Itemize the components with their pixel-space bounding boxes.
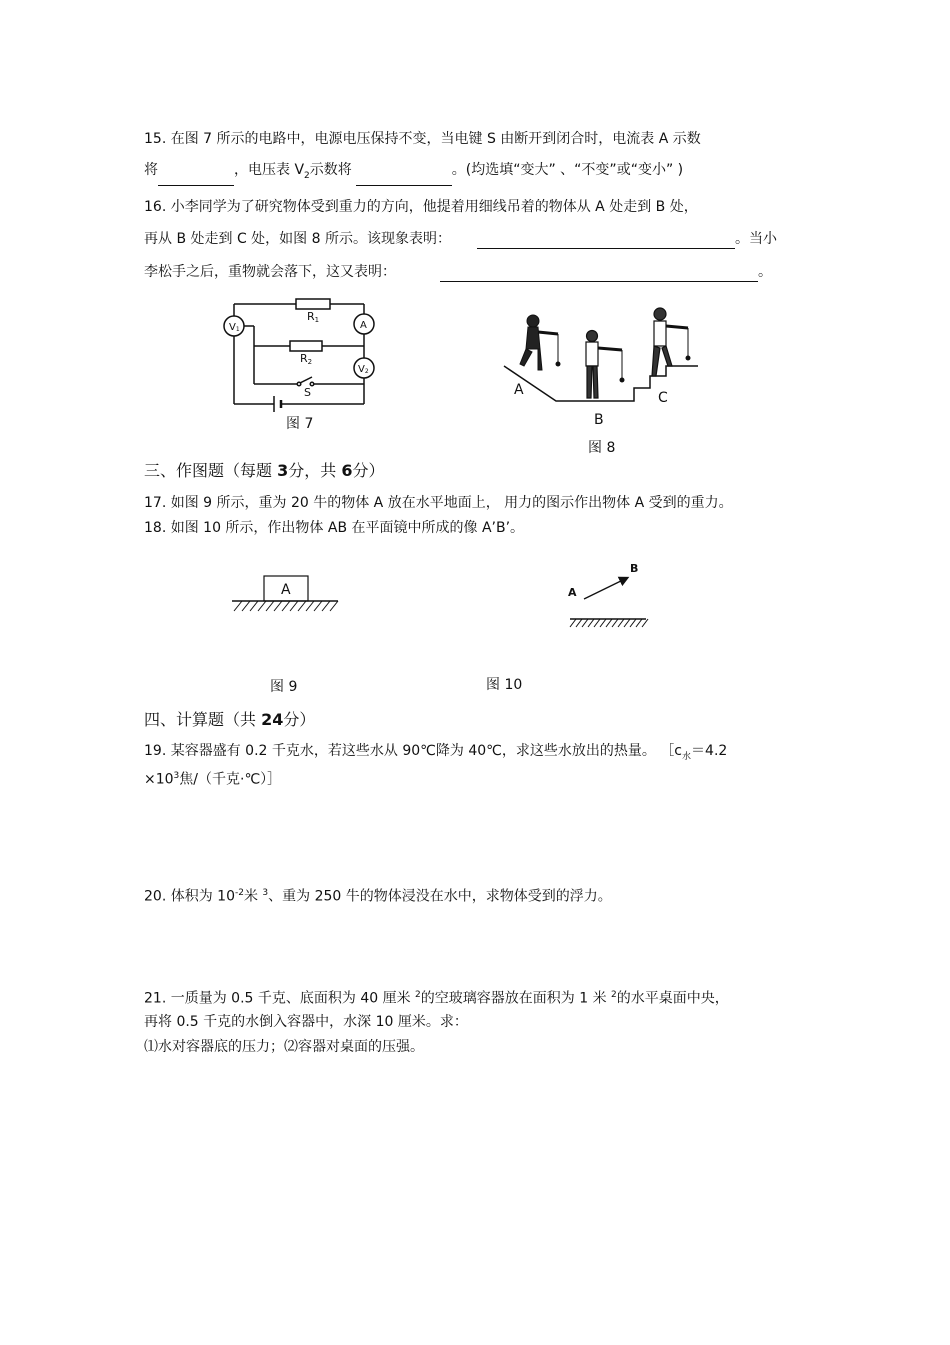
- fig10-caption: 图 10: [486, 677, 523, 693]
- fig7-v1-label: V1: [229, 322, 240, 333]
- q21-line2: 再将 0.5 千克的水倒入容器中，水深 10 厘米。求：: [144, 1014, 468, 1030]
- q21-line1: 21. 一质量为 0.5 千克、底面积为 40 厘米 $^2$的空玻璃容器放在面积为 1 米 $^2$的水平桌面中央，: [144, 990, 729, 1007]
- q19-line1: 19. 某容器盛有 0.2 千克水，若这些水从 90℃降为 40℃，求这些水放出的热量。 $[c_水=4.2$: [144, 743, 728, 762]
- q19-line2: $\times 10^3$焦/（千克·℃）］: [144, 771, 282, 788]
- q16-answer-blank-2[interactable]: [440, 265, 758, 282]
- q15-answer-blank-2[interactable]: [356, 169, 452, 186]
- fig7-battery: [274, 396, 281, 412]
- fig7-caption: 图 7: [286, 416, 314, 432]
- fig9-caption: 图 9: [270, 679, 298, 695]
- fig7-switch: [297, 377, 314, 386]
- fig8-person-a: [520, 315, 558, 370]
- section4-heading: 四、计算题（共 24分）: [144, 710, 316, 729]
- q15-text-d: 。(均选填“变大” 、“不变”或“变小” ): [451, 162, 684, 178]
- fig7-ammeter-label: A: [360, 320, 367, 331]
- q15-line1: 15. 在图 7 所示的电路中，电源电压保持不变，当电键 S 由断开到闭合时，电流表 A 示数: [144, 131, 701, 147]
- fig8-illustration: [502, 304, 702, 428]
- fig8-point-b: B: [594, 412, 604, 428]
- q21-line3: ⑴水对容器底的压力；⑵容器对桌面的压强。: [144, 1039, 424, 1055]
- q16-text-c: 李松手之后，重物就会落下，这又表明：: [144, 264, 396, 280]
- fig9-ground-hatching: [234, 601, 338, 611]
- fig8-person-b: [586, 331, 622, 399]
- q16-answer-blank-1[interactable]: [477, 232, 735, 249]
- q16-text-a: 再从 B 处走到 C 处，如图 8 所示。该现象表明：: [144, 231, 451, 247]
- fig9-diagram: [230, 574, 340, 614]
- fig8-caption: 图 8: [588, 440, 616, 456]
- q16-text-b: 。当小: [735, 231, 777, 247]
- q17-text: 17. 如图 9 所示，重为 20 牛的物体 A 放在水平地面上， 用力的图示作出物体 A 受到的重力。: [144, 495, 733, 511]
- q15-line2: 将 ，电压表 $V_2$示数将 。(均选填“变大” 、“不变”或“变小” ): [144, 160, 683, 186]
- q18-text: 18. 如图 10 所示，作出物体 AB 在平面镜中所成的像 A’B’。: [144, 520, 525, 536]
- q16-line2: [144, 229, 777, 249]
- fig8-ground-line: [504, 366, 698, 401]
- fig8-point-a: A: [514, 382, 524, 398]
- q20-text: 20. 体积为 $10^{-2}$米 $^3$、重为 250 牛的物体浸没在水中，求物体受到的浮力。: [144, 888, 612, 905]
- q15-answer-blank-1[interactable]: [158, 169, 234, 186]
- q16-line1: 16. 小李同学为了研究物体受到重力的方向，他提着用细线吊着的物体从 A 处走到 B 处，: [144, 199, 698, 215]
- q15-text-b: ，电压表 V: [234, 162, 305, 178]
- fig7-resistor-r2: [290, 341, 322, 351]
- fig10-mirror-hatching: [570, 619, 648, 627]
- q16-text-d: 。: [758, 264, 772, 280]
- fig7-r1-label: R1: [307, 310, 320, 324]
- fig10-diagram: [564, 558, 654, 630]
- fig7-r2-label: R2: [300, 352, 313, 366]
- q15-text-a: 将: [144, 162, 158, 178]
- fig10-object-ab: [584, 578, 627, 599]
- q16-line3: [144, 262, 772, 282]
- fig10-point-b: B: [630, 562, 639, 575]
- fig7-v2-label: V2: [358, 364, 369, 375]
- fig7-circuit-diagram: [226, 292, 376, 410]
- fig7-resistor-r1: [296, 299, 330, 309]
- fig8-point-c: C: [658, 390, 668, 406]
- section3-heading: 三、作图题（每题 3分，共 6分）: [144, 461, 385, 480]
- fig9-block-label: A: [281, 582, 291, 598]
- q15-text-c: 示数将: [309, 162, 352, 178]
- fig10-point-a: A: [568, 586, 577, 599]
- fig7-switch-label: S: [304, 386, 311, 399]
